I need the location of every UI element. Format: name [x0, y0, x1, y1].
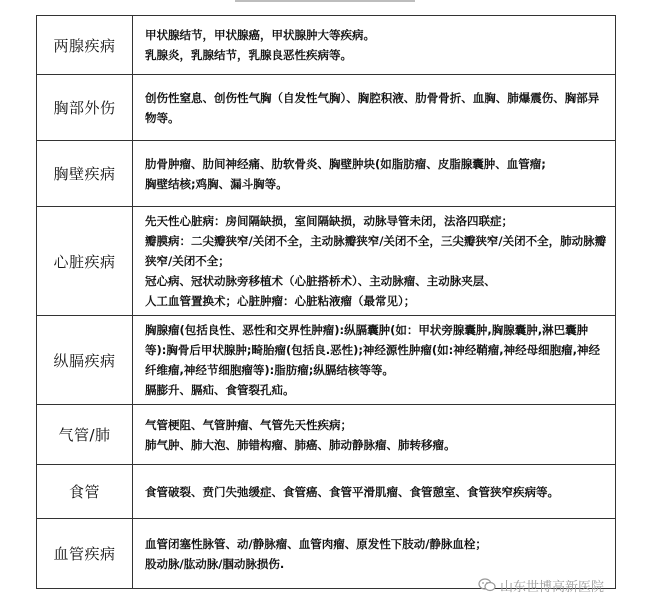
description-line: 血管闭塞性脉管、动/静脉瘤、血管肉瘤、原发性下肢动/静脉血栓；	[145, 536, 487, 551]
category-label: 胸壁疾病	[53, 165, 116, 183]
description-cell	[133, 16, 616, 75]
description-cell	[133, 141, 616, 207]
watermark	[478, 574, 604, 596]
table-row	[37, 141, 616, 207]
category-label: 血管疾病	[53, 545, 116, 563]
category-cell	[37, 405, 133, 465]
category-label: 心脏疾病	[53, 252, 116, 271]
description-line: 甲状腺结节，甲状腺癌，甲状腺肿大等疾病。	[145, 28, 375, 42]
category-cell	[37, 141, 133, 207]
category-label: 两腺疾病	[53, 36, 116, 55]
description-line: 肺气肿、肺大泡、肺错构瘤、肺癌、肺动静脉瘤、肺转移瘤。	[145, 437, 456, 452]
table-row	[37, 207, 616, 316]
description-line: 乳腺炎，乳腺结节，乳腺良恶性疾病等。	[145, 48, 352, 62]
category-cell	[37, 16, 133, 75]
table-row	[37, 316, 616, 405]
watermark-text: 山东世博高新医院	[500, 579, 605, 595]
category-cell	[37, 519, 133, 589]
description-line: 膈膨升、膈疝、食管裂孔疝。	[145, 383, 295, 397]
table-row	[37, 75, 616, 141]
description-cell	[133, 316, 616, 405]
table-row	[37, 405, 616, 465]
description-cell	[133, 405, 616, 465]
wechat-icon	[478, 578, 496, 592]
description-line: 人工血管置换术；心脏肿瘤：心脏粘液瘤（最常见）；	[145, 294, 416, 308]
category-label: 气管/肺	[58, 426, 111, 444]
top-divider	[235, 0, 415, 2]
description-line: 胸壁结核;鸡胸、漏斗胸等。	[145, 176, 288, 191]
description-line: 瓣膜病：二尖瓣狭窄/关闭不全，主动脉瓣狭窄/关闭不全，三尖瓣狭窄/关闭不全，肺动脉瓣狭窄/关闭不全；	[145, 234, 607, 268]
description-line: 气管梗阻、气管肿瘤、气管先天性疾病；	[145, 417, 352, 432]
category-label: 食管	[68, 483, 100, 501]
description-line: 肋骨肿瘤、肋间神经痛、肋软骨炎、胸壁肿块(如脂肪瘤、皮脂腺囊肿、血管瘤;	[145, 156, 546, 171]
description-cell	[133, 465, 616, 519]
description-line: 冠心病、冠状动脉旁移植术（心脏搭桥术）、主动脉瘤、主动脉夹层、	[145, 274, 496, 288]
category-label: 胸部外伤	[53, 99, 116, 117]
description-cell	[133, 75, 616, 141]
description-line: 股动脉/肱动脉/腘动脉损伤.	[145, 556, 285, 571]
description-line: 胸腺瘤(包括良性、恶性和交界性肿瘤):纵膈囊肿(如：甲状旁腺囊肿,胸腺囊肿,淋巴囊肿等):胸骨后甲状腺肿;畸胎瘤(包括良.恶性);神经源性肿瘤(如:神经鞘瘤,神经母细胞瘤,神经纤维瘤,神经节细胞瘤等):脂肪瘤;纵膈结核等等。	[145, 323, 601, 377]
description-line: 创伤性窒息、创伤性气胸（自发性气胸）、胸腔积液、肋骨骨折、血胸、肺爆震伤、胸部异物等。	[145, 90, 600, 125]
description-line: 食管破裂、贲门失弛缓症、食管癌、食管平滑肌瘤、食管憩室、食管狭窄疾病等。	[145, 484, 559, 499]
category-label: 纵膈疾病	[53, 351, 116, 370]
table-row	[37, 16, 616, 75]
category-cell	[37, 316, 133, 405]
description-line: 先天性心脏病：房间隔缺损，室间隔缺损，动脉导管未闭，法洛四联症；	[145, 214, 513, 228]
table-row	[37, 465, 616, 519]
category-cell	[37, 207, 133, 316]
disease-table	[36, 15, 616, 589]
description-cell	[133, 207, 616, 316]
category-cell	[37, 465, 133, 519]
category-cell	[37, 75, 133, 141]
